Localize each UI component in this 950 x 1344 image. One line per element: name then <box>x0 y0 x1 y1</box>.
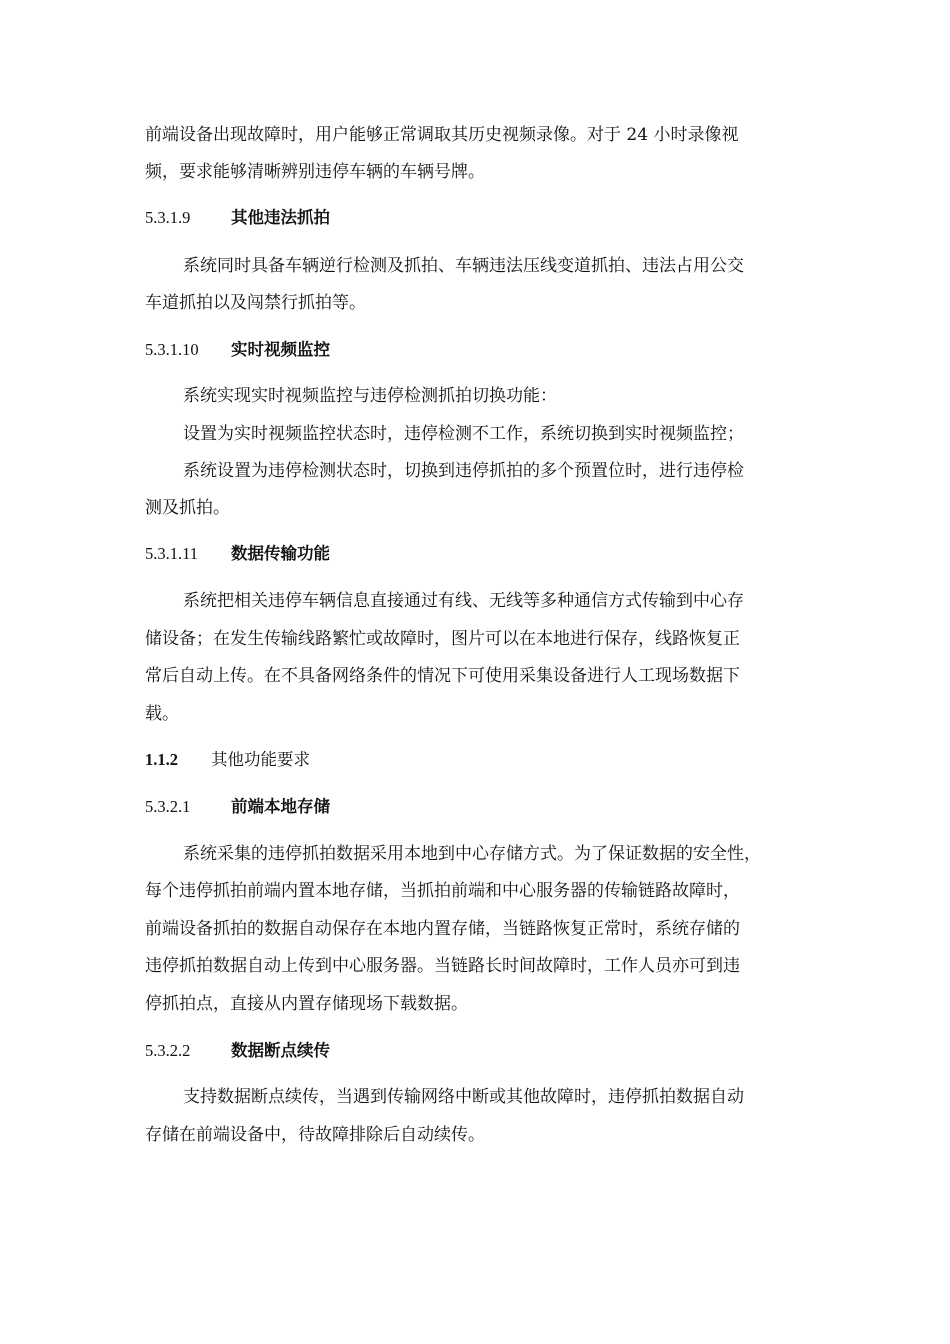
section-number: 5.3.1.9 <box>145 208 191 227</box>
subsection-heading <box>145 749 825 771</box>
paragraph-line: 常后自动上传。在不具备网络条件的情况下可使用采集设备进行人工现场数据下 <box>145 666 740 686</box>
paragraph-line: 储设备；在发生传输线路繁忙或故障时，图片可以在本地进行保存，线路恢复正 <box>145 629 740 649</box>
paragraph-line: 每个违停抓拍前端内置本地存储，当抓拍前端和中心服务器的传输链路故障时， <box>145 881 740 901</box>
paragraph-line: 系统实现实时视频监控与违停检测抓拍切换功能： <box>183 386 557 406</box>
paragraph-line: 车道抓拍以及闯禁行抓拍等。 <box>145 293 366 313</box>
paragraph-line: 系统设置为违停检测状态时，切换到违停抓拍的多个预置位时，进行违停检 <box>183 461 744 481</box>
section-number: 5.3.2.1 <box>145 797 191 816</box>
paragraph-line: 前端设备出现故障时，用户能够正常调取其历史视频录像。对于 24 小时录像视 <box>145 125 739 145</box>
paragraph-line: 支持数据断点续传，当遇到传输网络中断或其他故障时，违停抓拍数据自动 <box>183 1087 744 1107</box>
section-heading <box>145 796 825 818</box>
paragraph-line: 存储在前端设备中，待故障排除后自动续传。 <box>145 1125 485 1145</box>
section-number: 5.3.1.10 <box>145 340 199 359</box>
paragraph-line: 系统采集的违停抓拍数据采用本地到中心存储方式。为了保证数据的安全性， <box>183 844 761 864</box>
paragraph-line: 停抓拍点，直接从内置存储现场下载数据。 <box>145 994 468 1014</box>
section-heading <box>145 543 825 565</box>
paragraph-line: 测及抓拍。 <box>145 498 230 518</box>
paragraph-line: 违停抓拍数据自动上传到中心服务器。当链路长时间故障时，工作人员亦可到违 <box>145 956 740 976</box>
section-heading <box>145 1040 825 1062</box>
paragraph-line: 系统同时具备车辆逆行检测及抓拍、车辆违法压线变道抓拍、违法占用公交 <box>183 256 744 276</box>
section-title: 其他功能要求 <box>211 750 310 769</box>
paragraph-line: 设置为实时视频监控状态时，违停检测不工作，系统切换到实时视频监控； <box>183 424 744 444</box>
section-title: 数据断点续传 <box>231 1041 330 1060</box>
section-title: 前端本地存储 <box>231 797 330 816</box>
paragraph-line: 频，要求能够清晰辨别违停车辆的车辆号牌。 <box>145 162 485 182</box>
section-number: 5.3.1.11 <box>145 544 199 563</box>
paragraph-line: 载。 <box>145 704 179 724</box>
section-title: 数据传输功能 <box>231 544 330 563</box>
paragraph-line: 前端设备抓拍的数据自动保存在本地内置存储，当链路恢复正常时，系统存储的 <box>145 919 740 939</box>
section-number: 5.3.2.2 <box>145 1041 191 1060</box>
section-heading <box>145 207 825 229</box>
section-title: 其他违法抓拍 <box>231 208 330 227</box>
section-heading <box>145 339 825 361</box>
section-title: 实时视频监控 <box>231 340 330 359</box>
paragraph-line: 系统把相关违停车辆信息直接通过有线、无线等多种通信方式传输到中心存 <box>183 591 744 611</box>
section-number: 1.1.2 <box>145 750 178 769</box>
